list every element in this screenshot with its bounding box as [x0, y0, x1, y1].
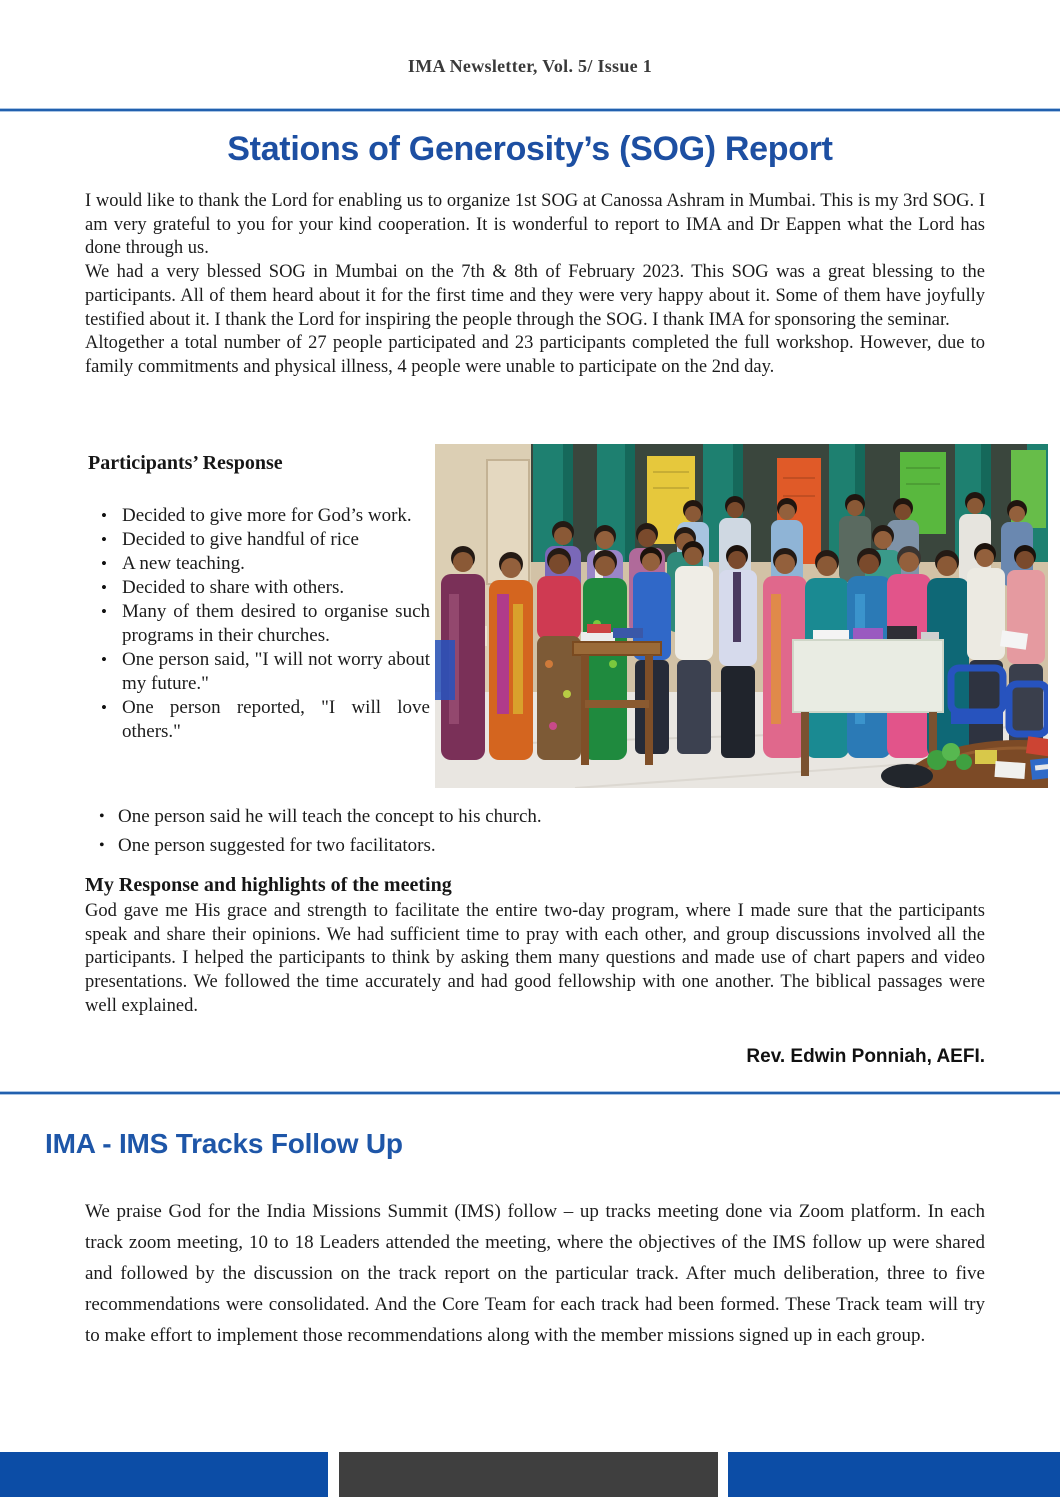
list-item: • Decided to give more for God’s work. — [85, 504, 430, 528]
footer-block-blue-right — [728, 1452, 1060, 1497]
list-item: • One person said, "I will not worry about my future." — [85, 648, 430, 696]
author-signature: Rev. Edwin Ponniah, AEFI. — [746, 1046, 985, 1067]
group-photo — [435, 444, 1048, 788]
participants-response-heading: Participants’ Response — [88, 452, 283, 474]
list-item: • One person reported, "I will love others." — [85, 696, 430, 744]
participants-response-list — [85, 504, 430, 744]
masthead-title: IMA Newsletter, Vol. 5/ Issue 1 — [407, 56, 653, 76]
list-item: • Decided to share with others. — [85, 576, 430, 600]
my-response-heading: My Response and highlights of the meeting — [85, 874, 452, 896]
sog-paragraph-1: I would like to thank the Lord for enabling us to organize 1st SOG at Canossa Ashram in Mumbai. This is my 3rd SOG. I am very grateful to you for your kind cooperation. It is wonderful to report to IMA and Dr Eappen what the Lord has done through us. — [85, 191, 985, 259]
divider-rule-top — [0, 108, 1060, 112]
list-item: • One person suggested for two facilitators. — [85, 833, 985, 858]
list-item: • One person said he will teach the concept to his church. — [85, 804, 985, 829]
footer-band — [0, 1452, 1060, 1497]
list-item: • A new teaching. — [85, 552, 430, 576]
list-item: • Many of them desired to organise such programs in their churches. — [85, 600, 430, 648]
group-photo-illustration — [435, 444, 1048, 788]
sog-paragraph-2: We had a very blessed SOG in Mumbai on the 7th & 8th of February 2023. This SOG was a great blessing to the participants. All of them heard about it for the first time and they were very happy about it. Some of them have joyfully testified about it. I thank the Lord for inspiring the people through the SOG. I thank IMA for sponsoring the seminar. — [85, 262, 985, 330]
my-response-body: God gave me His grace and strength to facilitate the entire two-day program, where I made sure that the participants speak and share their opinions. We had sufficient time to pray with each other, and group discussions involved all the participants. I helped the participants to think by asking them many questions and made use of chart papers and video presentations. We followed the time accurately and had good fellowship with one another. The biblical passages were well explained. — [85, 901, 985, 1016]
sog-intro-paragraphs — [85, 190, 985, 380]
ims-tracks-body: We praise God for the India Missions Summit (IMS) follow – up tracks meeting done via Zoom platform. In each track zoom meeting, 10 to 18 Leaders attended the meeting, where the objectives of the IMS follow up were shared and followed by the discussion on the track report on the particular track. After much deliberation, three to five recommendations were consolidated. And the Core Team for each track had been formed. These Track team will try to make effort to implement those recommendations along with the member missions signed up in each group. — [85, 1201, 985, 1346]
ims-tracks-heading: IMA - IMS Tracks Follow Up — [45, 1128, 403, 1159]
sog-paragraph-3: Altogether a total number of 27 people participated and 23 participants completed the full workshop. However, due to family commitments and physical illness, 4 people were unable to participate on the 2nd day. — [85, 333, 985, 377]
list-item: • Decided to give handful of rice — [85, 528, 430, 552]
divider-rule-middle — [0, 1091, 1060, 1095]
footer-block-gray-center — [339, 1452, 718, 1497]
sog-report-title: Stations of Generosity’s (SOG) Report — [227, 130, 833, 168]
footer-block-blue-left — [0, 1452, 328, 1497]
participants-response-extra-list — [85, 804, 985, 862]
